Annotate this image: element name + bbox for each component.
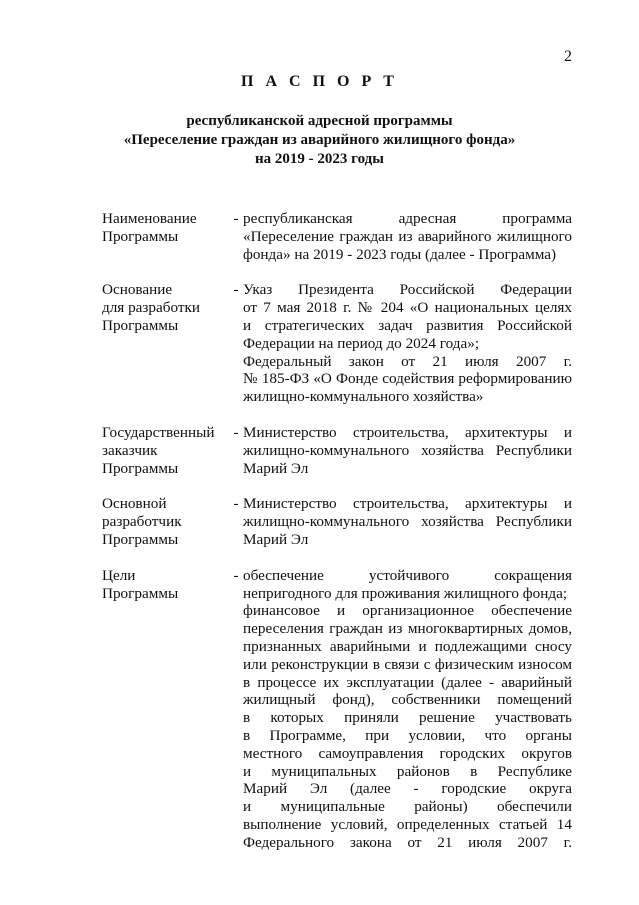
value-line: жилищный фонд), собственники помещений [243, 691, 572, 709]
value-line: или реконструкции в связи с физическим износом [243, 655, 572, 673]
row-label [102, 495, 229, 548]
value-line: жилищно-коммунального хозяйства Республики [243, 513, 572, 531]
row-label-line: Основание [102, 281, 173, 299]
value-line: Министерство строительства, архитектуры и [243, 495, 572, 513]
row-value [243, 210, 572, 263]
value-line: жилищно-коммунального хозяйства» [243, 388, 484, 406]
passport-row-developer [102, 495, 572, 548]
value-line: Марий Эл (далее - городские округа [243, 780, 572, 798]
value-line: и муниципальные районы) обеспечили [243, 798, 572, 816]
value-line: «Переселение граждан из аварийного жилищного [243, 227, 572, 245]
row-separator: - [233, 495, 239, 513]
row-separator: - [233, 566, 239, 584]
value-line: Федерального закона от 21 июля 2007 г. [243, 833, 572, 851]
row-label [102, 210, 229, 263]
value-line: жилищно-коммунального хозяйства Республики [243, 441, 572, 459]
subtitle-line: республиканской адресной программы [186, 113, 453, 129]
row-label-line: Программы [102, 459, 179, 477]
value-line: финансовое и организационное обеспечение [243, 602, 572, 620]
row-label-line: Цели [102, 566, 136, 584]
row-separator: - [233, 423, 239, 441]
document-subtitle [0, 112, 639, 169]
page-number: 2 [564, 48, 572, 65]
row-value [243, 424, 572, 477]
row-label [102, 281, 229, 406]
document-title: П А С П О Р Т [241, 73, 398, 90]
subtitle-line: на 2019 - 2023 годы [255, 151, 384, 167]
row-value [243, 495, 572, 548]
row-label-line: Программы [102, 227, 179, 245]
row-label-line: Программы [102, 584, 179, 602]
value-line: Федеральный закон от 21 июля 2007 г. [243, 352, 572, 370]
value-line: Федерации на период до 2024 года»; [243, 334, 480, 352]
value-line: переселения граждан из многоквартирных домов, [243, 620, 572, 638]
passport-row-basis [102, 281, 572, 406]
value-line: непригодного для проживания жилищного фонда; [243, 584, 568, 602]
row-label [102, 424, 229, 477]
value-line: Марий Эл [243, 530, 309, 548]
row-value [243, 567, 572, 852]
value-line: обеспечение устойчивого сокращения [243, 566, 572, 584]
value-line: Министерство строительства, архитектуры и [243, 423, 572, 441]
row-label-line: заказчик [102, 441, 158, 459]
row-label-line: разработчик [102, 513, 182, 531]
value-line: Указ Президента Российской Федерации [243, 281, 572, 299]
row-label-line: Программы [102, 316, 179, 334]
row-label-line: для разработки [102, 299, 201, 317]
value-line: выполнение условий, определенных статьей 14 [243, 815, 572, 833]
value-line: местного самоуправления городских округов [243, 744, 572, 762]
value-line: признанных аварийными и подлежащими сносу [243, 637, 572, 655]
value-line: № 185-ФЗ «О Фонде содействия реформированию [243, 370, 572, 388]
passport-row-customer [102, 424, 572, 477]
row-separator: - [233, 210, 239, 227]
value-line: Марий Эл [243, 459, 309, 477]
passport-table [102, 210, 572, 852]
row-value [243, 281, 572, 406]
row-label [102, 567, 229, 852]
value-line: фонда» на 2019 - 2023 годы (далее - Программа) [243, 245, 557, 263]
value-line: в которых приняли решение участвовать [243, 709, 572, 727]
subtitle-line: «Переселение граждан из аварийного жилищного фонда» [123, 132, 516, 148]
row-label-line: Программы [102, 530, 179, 548]
row-label-line: Наименование [102, 210, 197, 227]
value-line: и муниципальных районов в Республике [243, 762, 572, 780]
row-label-line: Основной [102, 495, 167, 513]
value-line: в Программе, при условии, что органы [243, 726, 572, 744]
value-line: от 7 мая 2018 г. № 204 «О национальных целях [243, 299, 572, 317]
passport-row-name [102, 210, 572, 263]
value-line: республиканская адресная программа [243, 210, 572, 227]
value-line: и стратегических задач развития Российской [243, 316, 572, 334]
passport-row-goals [102, 567, 572, 852]
value-line: в процессе их эксплуатации (далее - аварийный [243, 673, 572, 691]
row-separator: - [233, 281, 239, 299]
row-label-line: Государственный [102, 423, 215, 441]
